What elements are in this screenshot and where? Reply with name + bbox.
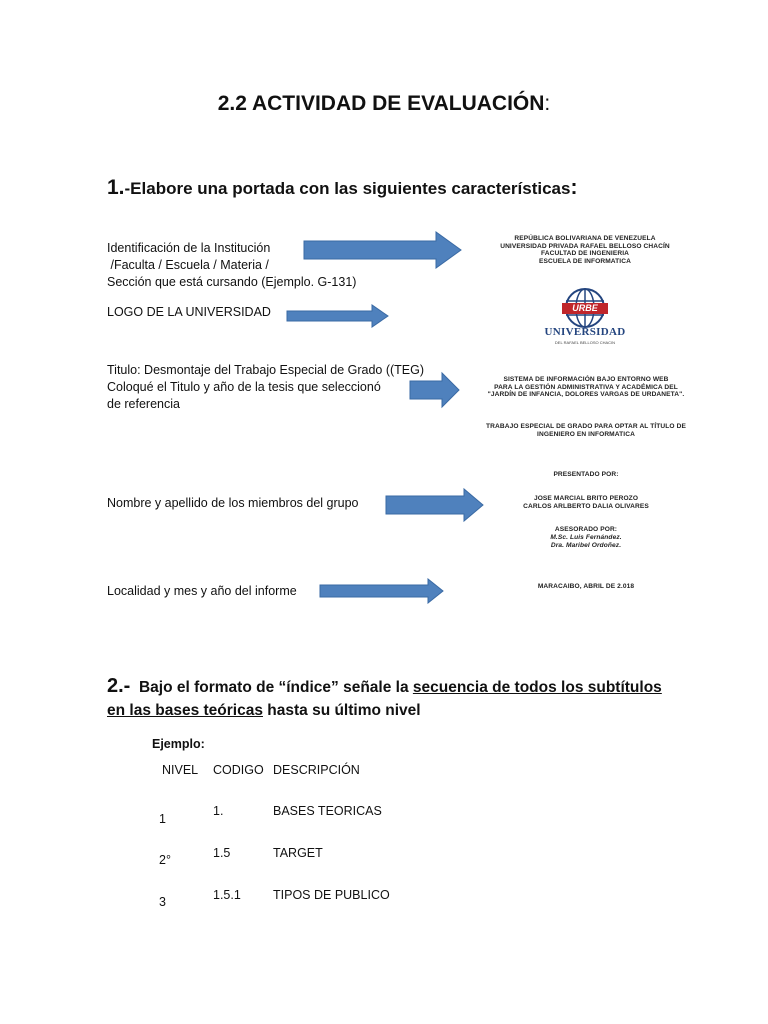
row-3-nivel: 3	[159, 895, 166, 909]
label-identificacion: Identificación de la Institución /Faculta / Escuela / Materia / Sección que está cursando (Ejemplo. G-131)	[107, 241, 357, 289]
row-2-nivel: 2°	[159, 853, 171, 867]
question-1-heading: 1.-Elabore una portada con las siguientes características:	[107, 176, 578, 199]
label-nombre: Nombre y apellido de los miembros del grupo	[107, 496, 359, 510]
university-logo	[540, 288, 630, 348]
cover-header: REPÚBLICA BOLIVARIANA DE VENEZUELA UNIVERSIDAD PRIVADA RAFAEL BELLOSO CHACÍN FACULTAD DE INGENIERIA ESCUELA DE INFORMATICA	[500, 235, 670, 265]
arrow-localidad	[318, 578, 446, 604]
cover-authors: JOSE MARCIAL BRITO PEROZO CARLOS ARLBERTO DALIA OLIVARES	[523, 495, 649, 510]
label-localidad: Localidad y mes y año del informe	[107, 584, 297, 598]
logo-word: UNIVERSIDAD	[544, 326, 626, 338]
header-nivel: NIVEL	[162, 763, 199, 777]
header-codigo: CODIGO	[213, 763, 264, 777]
label-logo: LOGO DE LA UNIVERSIDAD	[107, 305, 271, 319]
cover-place-date: MARACAIBO, ABRIL DE 2.018	[537, 583, 635, 590]
arrow-identificacion	[300, 230, 465, 270]
example-label: Ejemplo:	[152, 737, 205, 751]
question-1-number: 1.	[107, 176, 125, 199]
arrow-logo	[284, 303, 392, 329]
row-1-nivel: 1	[159, 812, 166, 826]
row-3-codigo: 1.5.1	[213, 888, 241, 902]
cover-degree: TRABAJO ESPECIAL DE GRADO PARA OPTAR AL TÍTULO DE INGENIERO EN INFORMATICA	[486, 423, 686, 438]
row-1-descripcion: BASES TEORICAS	[273, 804, 382, 818]
page-title: 2.2 ACTIVIDAD DE EVALUACIÓN:	[217, 92, 551, 115]
cover-presented-by: PRESENTADO POR:	[553, 471, 619, 478]
label-titulo: Titulo: Desmontaje del Trabajo Especial de Grado ((TEG) Coloqué el Titulo y año de la tesis que seleccionó de referencia	[107, 363, 425, 411]
cover-thesis-title: SISTEMA DE INFORMACIÓN BAJO ENTORNO WEB PARA LA GESTIÓN ADMINISTRATIVA Y ACADÉMICA DEL "JARDÍN DE INFANCIA, DOLORES VARGAS DE URDANETA".	[487, 376, 685, 399]
arrow-titulo	[408, 371, 462, 409]
row-2-codigo: 1.5	[213, 846, 231, 860]
row-3-descripcion: TIPOS DE PUBLICO	[273, 888, 390, 902]
row-1-codigo: 1.	[213, 804, 224, 818]
header-descripcion: DESCRIPCIÓN	[273, 763, 360, 777]
cover-advisors: M.Sc. Luis Fernández. Dra. Maribel Ordoñez.	[550, 534, 622, 549]
cover-advised-by: ASESORADO POR:	[554, 526, 618, 533]
question-2-heading: 2.- Bajo el formato de “índice” señale la secuencia de todos los subtítulos en las bases teóricas hasta su último nivel	[107, 675, 662, 719]
logo-text: URBE	[572, 303, 598, 313]
question-2-number: 2.-	[107, 675, 131, 697]
logo-subtext: DEL RAFAEL BELLOSO CHACIN	[554, 340, 616, 345]
row-2-descripcion: TARGET	[273, 846, 323, 860]
